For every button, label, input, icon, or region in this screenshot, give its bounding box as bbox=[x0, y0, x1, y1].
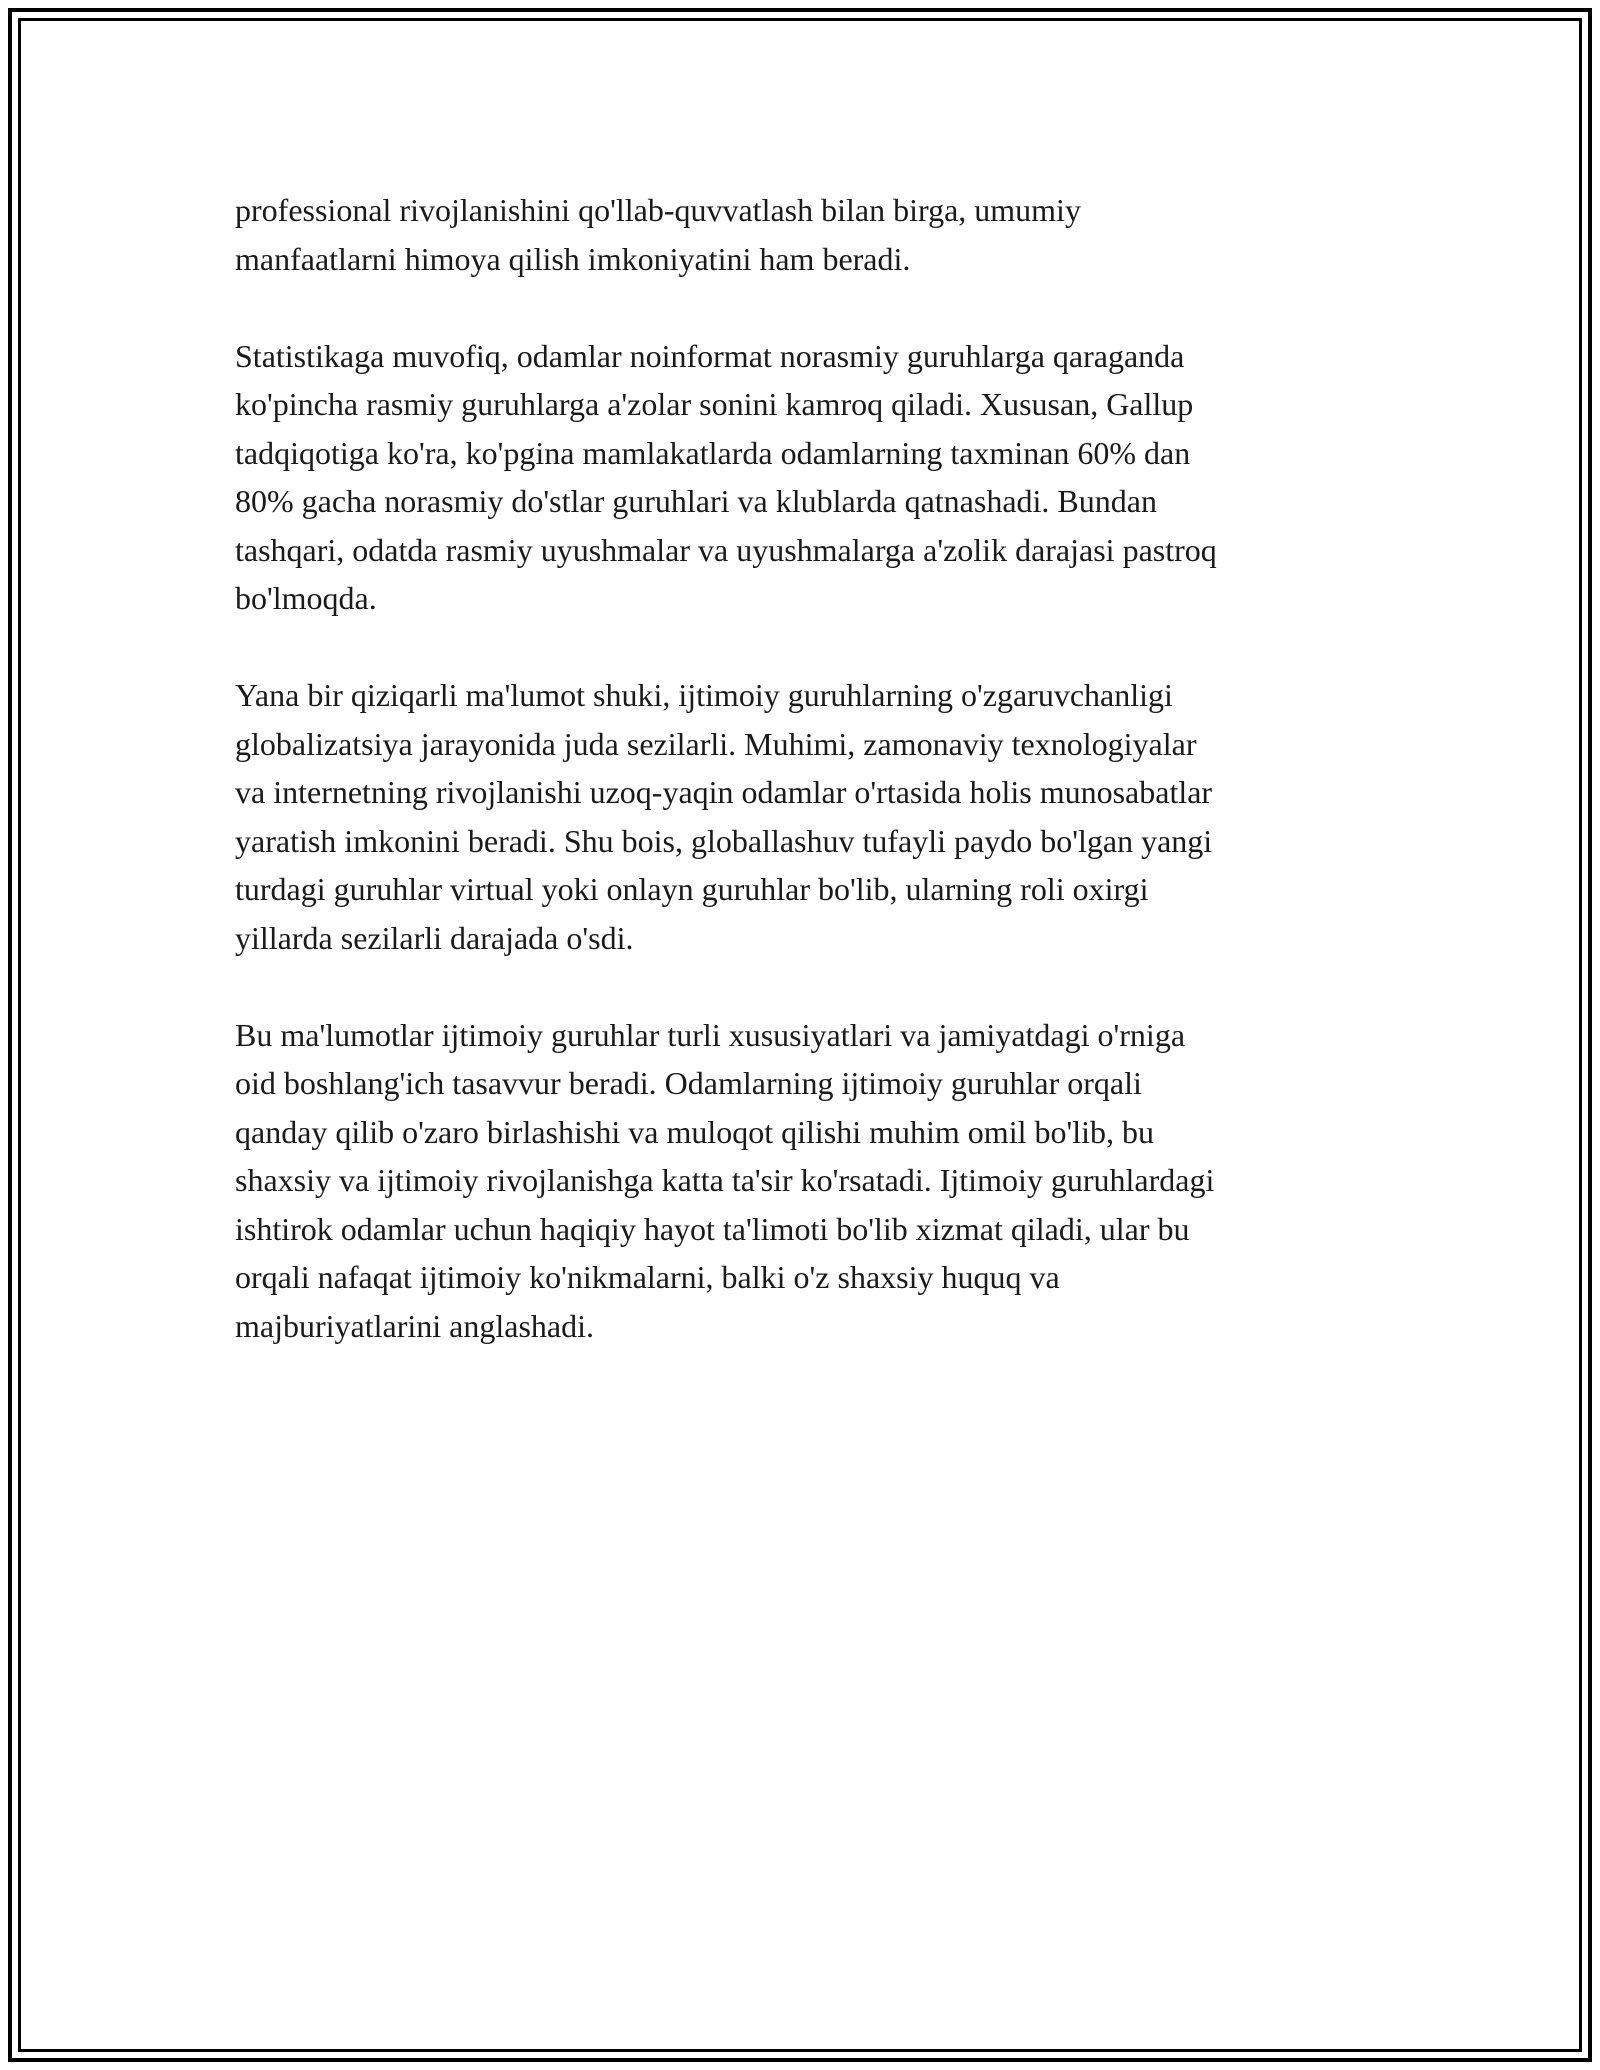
document-body bbox=[235, 186, 1385, 1399]
paragraph-2: Statistikaga muvofiq, odamlar noinformat norasmiy guruhlarga qaraganda ko'pincha rasmiy guruhlarga a'zolar sonini kamroq qiladi. Xususan, Gallup tadqiqotiga ko'ra, ko'pgina mamlakatlarda odamlarning taxminan 60% dan 80% gacha norasmiy do'stlar guruhlari va klublarda qatnashadi. Bundan tashqari, odatda rasmiy uyushmalar va uyushmalarga a'zolik darajasi pastroq bo'lmoqda. bbox=[235, 337, 1217, 616]
paragraph-3: Yana bir qiziqarli ma'lumot shuki, ijtimoiy guruhlarning o'zgaruvchanligi globalizatsiya jarayonida juda sezilarli. Muhimi, zamonaviy texnologiyalar va internetning rivojlanishi uzoq-yaqin odamlar o'rtasida holis munosabatlar yaratish imkonini beradi. Shu bois, globallashuv tufayli paydo bo'lgan yangi turdagi guruhlar virtual yoki onlayn guruhlar bo'lib, ularning roli oxirgi yillarda sezilarli darajada o'sdi. bbox=[235, 677, 1213, 956]
paragraph-1: professional rivojlanishini qo'llab-quvvatlash bilan birga, umumiy manfaatlarni himoya qilish imkoniyatini ham beradi. bbox=[235, 192, 1081, 277]
paragraph-4: Bu ma'lumotlar ijtimoiy guruhlar turli xususiyatlari va jamiyatdagi o'rniga oid boshlang'ich tasavvur beradi. Odamlarning ijtimoiy guruhlar orqali qanday qilib o'zaro birlashishi va muloqot qilishi muhim omil bo'lib, bu shaxsiy va ijtimoiy rivojlanishga katta ta'sir ko'rsatadi. Ijtimoiy guruhlardagi ishtirok odamlar uchun haqiqiy hayot ta'limoti bo'lib xizmat qiladi, ular bu orqali nafaqat ijtimoiy ko'nikmalarni, balki o'z shaxsiy huquq va majburiyatlarini anglashadi. bbox=[235, 1016, 1215, 1344]
